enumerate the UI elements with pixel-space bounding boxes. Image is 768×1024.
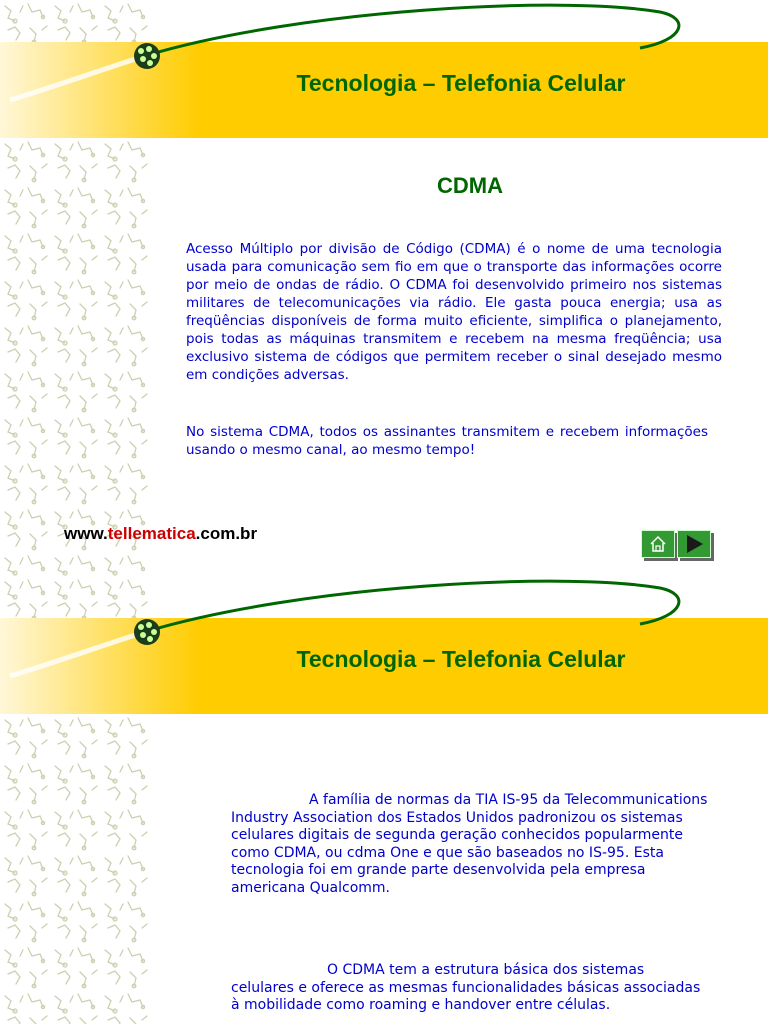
body-paragraph bbox=[231, 792, 711, 897]
slide-title: Tecnologia – Telefonia Celular bbox=[296, 646, 626, 672]
slide-title: Tecnologia – Telefonia Celular bbox=[296, 70, 626, 96]
paragraph-text: O CDMA tem a estrutura básica dos sistemas celulares e oferece as mesmas funcionalidades básicas associadas à mobilidade como roaming e handover entre células. bbox=[231, 962, 701, 1013]
slide-2 bbox=[0, 576, 768, 1024]
house-icon bbox=[642, 531, 674, 557]
section-heading: CDMA bbox=[437, 173, 503, 198]
globe-icon bbox=[134, 619, 160, 645]
home-button[interactable] bbox=[641, 530, 675, 558]
next-slide-button[interactable] bbox=[677, 530, 711, 558]
website-link[interactable] bbox=[64, 524, 257, 544]
body-paragraph: No sistema CDMA, todos os assinantes transmitem e recebem informações usando o mesmo canal, ao mesmo tempo! bbox=[186, 424, 708, 458]
body-paragraph bbox=[231, 962, 701, 1015]
paragraph-text: A família de normas da TIA IS-95 da Telecommunications Industry Association dos Estados Unidos padronizou os sistemas celulares digitais de segunda geração conhecidos popularmente como CDMA, ou cdma One e que são baseados no IS-95. Esta tecnologia foi em grande parte desenvolvida pela empresa americana Qualcomm. bbox=[231, 792, 708, 896]
url-prefix: www. bbox=[64, 524, 108, 543]
url-suffix: .com.br bbox=[195, 524, 258, 543]
url-highlight: tellematica bbox=[107, 524, 196, 543]
globe-icon bbox=[134, 43, 160, 69]
body-paragraph: Acesso Múltiplo por divisão de Código (CDMA) é o nome de uma tecnologia usada para comunicação sem fio em que o transporte das informações ocorre por meio de ondas de rádio. O CDMA foi desenvolvido primeiro nos sistemas militares de telecomunicações via rádio. Ele gasta pouca energia; usa as freqüências disponíveis de forma muito eficiente, simplifica o planejamento, pois todas as máquinas transmitem e recebem na mesma freqüência; usa exclusivo sistema de códigos que permitem receber o sinal desejado mesmo em condições adversas. bbox=[186, 241, 722, 383]
play-triangle-icon bbox=[678, 531, 710, 557]
